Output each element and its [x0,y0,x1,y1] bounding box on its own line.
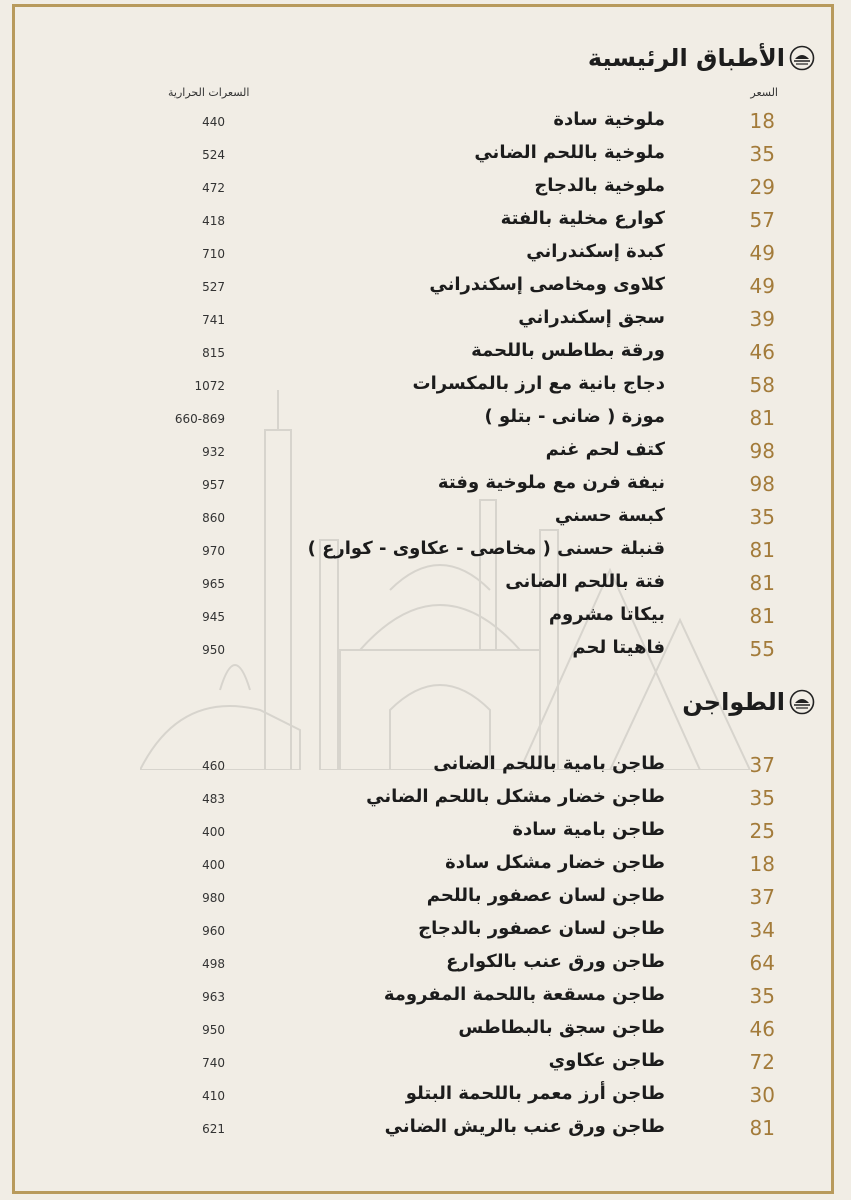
item-price: 25 [749,819,775,843]
item-name: بيكاتا مشروم [548,604,665,625]
item-price: 64 [749,951,775,975]
item-calories: 980 [202,891,225,905]
item-price: 30 [749,1083,775,1107]
section-header-main-dishes [588,44,815,72]
item-price: 81 [749,538,775,562]
item-name: كتف لحم غنم [545,439,665,460]
menu-item-row [0,1017,851,1050]
menu-item-row [0,175,851,208]
item-name: كبسة حسني [554,505,665,526]
menu-item-row [0,819,851,852]
calories-column-label: السعرات الحرارية [168,86,250,99]
item-calories: 400 [202,858,225,872]
item-calories: 460 [202,759,225,773]
menu-item-row [0,1083,851,1116]
item-calories: 418 [202,214,225,228]
item-name: سجق إسكندراني [518,307,665,328]
item-name: كلاوى ومخاصى إسكندراني [429,274,665,295]
menu-item-row [0,274,851,307]
price-column-label: السعر [750,86,778,99]
item-price: 58 [749,373,775,397]
item-name: طاجن خضار مشكل باللحم الضاني [366,786,665,807]
item-calories: 950 [202,1023,225,1037]
item-name: طاجن عكاوي [548,1050,665,1071]
menu-item-row [0,406,851,439]
menu-item-row [0,984,851,1017]
item-name: طاجن سجق بالبطاطس [458,1017,665,1038]
item-price: 35 [749,505,775,529]
item-price: 29 [749,175,775,199]
item-price: 81 [749,571,775,595]
item-calories: 860 [202,511,225,525]
item-price: 35 [749,142,775,166]
menu-item-row [0,109,851,142]
item-calories: 957 [202,478,225,492]
item-price: 72 [749,1050,775,1074]
menu-item-row [0,951,851,984]
item-price: 57 [749,208,775,232]
item-price: 35 [749,984,775,1008]
item-name: طاجن لسان عصفور بالدجاج [418,918,665,939]
menu-item-row [0,753,851,786]
item-name: طاجن خضار مشكل سادة [445,852,665,873]
item-name: موزة ( ضانى - بتلو ) [484,406,665,427]
item-calories: 741 [202,313,225,327]
item-calories: 965 [202,577,225,591]
menu-item-row [0,241,851,274]
item-name: طاجن ورق عنب بالريش الضاني [384,1116,665,1137]
item-name: فاهيتا لحم [572,637,665,658]
item-calories: 963 [202,990,225,1004]
item-price: 81 [749,406,775,430]
item-price: 81 [749,604,775,628]
section-title: الطواجن [682,688,785,716]
menu-item-row [0,208,851,241]
item-calories: 1072 [194,379,225,393]
item-calories: 950 [202,643,225,657]
item-name: ورقة بطاطس باللحمة [471,340,665,361]
item-calories: 527 [202,280,225,294]
item-name: طاجن لسان عصفور باللحم [426,885,665,906]
item-name: دجاج بانية مع ارز بالمكسرات [412,373,665,394]
item-name: فتة باللحم الضانى [505,571,665,592]
item-calories: 498 [202,957,225,971]
dish-icon [789,689,815,715]
menu-item-row [0,885,851,918]
menu-item-row [0,373,851,406]
item-name: طاجن بامية سادة [512,819,665,840]
item-price: 35 [749,786,775,810]
item-name: طاجن ورق عنب بالكوارع [446,951,665,972]
menu-item-row [0,142,851,175]
item-price: 49 [749,241,775,265]
item-name: قنبلة حسنى ( مخاصى - عكاوى - كوارع ) [307,538,665,559]
menu-item-row [0,439,851,472]
item-price: 37 [749,885,775,909]
item-calories: 970 [202,544,225,558]
item-price: 46 [749,340,775,364]
section-title: الأطباق الرئيسية [587,44,785,72]
item-calories: 815 [202,346,225,360]
menu-item-row [0,786,851,819]
menu-item-row [0,538,851,571]
menu-item-row [0,604,851,637]
item-calories: 400 [202,825,225,839]
item-calories: 621 [202,1122,225,1136]
item-price: 34 [749,918,775,942]
item-price: 18 [749,109,775,133]
item-price: 55 [749,637,775,661]
item-calories: 660-869 [174,412,225,426]
item-calories: 483 [202,792,225,806]
item-calories: 945 [202,610,225,624]
item-name: ملوخية سادة [553,109,665,130]
item-calories: 472 [202,181,225,195]
item-price: 98 [749,472,775,496]
item-name: ملوخية بالدجاج [534,175,665,196]
menu-item-row [0,1116,851,1149]
item-name: نيفة فرن مع ملوخية وفتة [437,472,665,493]
menu-item-row [0,1050,851,1083]
item-name: طاجن بامية باللحم الضانى [433,753,665,774]
item-price: 37 [749,753,775,777]
menu-item-row [0,571,851,604]
item-price: 46 [749,1017,775,1041]
menu-item-row [0,472,851,505]
item-name: طاجن أرز معمر باللحمة البتلو [405,1083,665,1104]
menu-item-row [0,307,851,340]
item-calories: 710 [202,247,225,261]
menu-item-row [0,852,851,885]
item-price: 18 [749,852,775,876]
item-calories: 524 [202,148,225,162]
item-price: 49 [749,274,775,298]
item-calories: 960 [202,924,225,938]
item-name: كوارع مخلية بالفتة [500,208,665,229]
item-name: ملوخية باللحم الضاني [474,142,665,163]
item-calories: 410 [202,1089,225,1103]
item-price: 98 [749,439,775,463]
menu-item-row [0,505,851,538]
section-header-tagines [682,688,815,716]
item-calories: 440 [202,115,225,129]
item-name: طاجن مسقعة باللحمة المفرومة [383,984,665,1005]
item-calories: 932 [202,445,225,459]
item-calories: 740 [202,1056,225,1070]
menu-item-row [0,918,851,951]
item-price: 81 [749,1116,775,1140]
menu-item-row [0,340,851,373]
item-price: 39 [749,307,775,331]
menu-item-row [0,637,851,670]
dish-icon [789,45,815,71]
item-name: كبدة إسكندراني [526,241,665,262]
